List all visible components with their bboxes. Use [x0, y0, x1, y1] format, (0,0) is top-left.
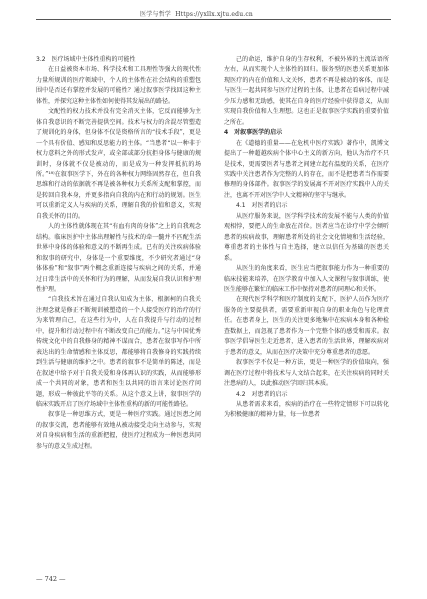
paragraph: 叙事医学不仅是一种方法，更是一种医学的价值取向，强调在医疗过程中将技术与人文结合起来，在关注疾病的同时关注患病的人，以此推动医学回归其本质。 — [224, 359, 389, 388]
header-rule — [36, 19, 391, 20]
journal-url: Https://yxllx.xjtu.edu.cn — [175, 11, 253, 18]
subsection-heading: 4.1 对医者的启示 — [236, 202, 288, 210]
running-header — [0, 7, 427, 21]
paragraph: 文配性的权力技术并没有完全消灭主体，它反而能够为主体自我意识的不断完善提供空间。技术与权力的含混尽管塑造了规训化的身体，但身体不仅是资格所言的“技术手段”，更是一个具有价值、感知和反思能力的主体。“当患者“以一种非于权力意料之外的形式发声，或全部或部分抗拒身体与健康的规训时，身体就不仅是被动的，而是成为一种发挥抵抗的场所。”¹⁸⁾在叙事医学下，外在的各种权力网络固然存在，但自我思维和行动的依据就不再是被各种权力关系所支配和掌控，而是转回自我本身，并更多指向自我的内在和行动的规划。医生可以重新定义人与疾病的关系，理解自我的价值和意义，实现自我关怀的目的。 — [36, 108, 201, 220]
paragraph: 在现代医学科学和医疗制度的支配下，医护人员作为医疗服务的主要提供者，需要重新审视自身的职业角色与伦理责任。在患者身上，医生的关注更多地集中在疾病本身和各种检查数据上，而忽视了患者作为一个完整个体的感受和需求。叙事医学倡导医生走近患者，进入患者的生活世界，理解疾病对于患者的意义，从而在医疗决策中充分尊重患者的意愿。 — [224, 296, 389, 356]
section-heading: 3.2 医疗场域中主体性重构的可能性 — [36, 56, 136, 63]
paragraph: “自我技术旨在通过自我认知成为主体，根据柯的自我关注理念就是修正不断规训被塑造的一个人接受医疗的治疗的行为来管理自己，在这些行为中，人在自我提升与行动的过程中，提升和行动过程中有不断改变自己的能力。”这与中国优秀传统文化中的自我修身的精神不谋而合，患者在叙事写作中所表达出的生命情感和主体反思，都能够将自我修身的实践持续到生活与健康的维护之中。患者的叙事不是简单的陈述，而是在叙述中给予对于自我关爱和身体再认识的实践，从而能够形成一个共同的对象，患者和医生以共同的语言来讨论医疗问题，形成一种彼此平等的关系。从这个意义上讲，叙事医学的临床实践开启了医疗场域中主体性重构的新的可能性路径。 — [36, 296, 201, 408]
paragraph: 从患者需求来看，疾病的治疗在一些特定情形下可以转化为积极健康的精神力量，每一位患者 — [224, 400, 389, 419]
journal-name: 医学与哲学 — [140, 11, 172, 18]
paragraph: 在日益被资本市场、科学技术和工具理性等强大的现代性力量所规训的医疗领域中，个人的主体性在社会结构的重塑包围中是否还有掌控并发展的可能性？通过叙事医学找回这种主体性，并探究这种主体性如何使得其发展出的路径。 — [36, 66, 201, 105]
left-column — [36, 55, 201, 452]
paragraph: 在《道德的重量——在危机中医疗实践》著作中，凯博文提出了一种超越疾病个体中心主义的新方向，他认为治疗不只是技术，更需要医者与患者之间建立起有温度的关系，在医疗实践中关注患者作为完整的人的存在，而不是把患者当作需要修理的身体部件。叙事医学的发展离不开对医疗实践中人的关注，也离不开对医学中人文精神的坚守与继承。 — [224, 139, 389, 199]
journal-header — [140, 9, 253, 18]
paragraph: 叙事是一种思维方式，更是一种医疗实践。通过医患之间的叙事交流，患者能够有效地从被动接受走向主动参与，实现对自身疾病和生活的重新把握，使医疗过程成为一种医患共同参与的意义生成过程。 — [36, 411, 201, 450]
page-number: — 742 — — [36, 575, 66, 583]
paragraph: 从医生的角度来看，医生应当把叙事能力作为一种重要的临床技能来培养，在医学教育中加入人文课程与叙事训练，使医生能够在繁忙的临床工作中保持对患者的同理心和关怀。 — [224, 265, 389, 293]
paragraph: 从医疗服务来说，医学科学技术的发展不能与人类的价值观相悖，要把人的生命放在首位。医者应当在诊疗中学会倾听患者的疾病故事，理解患者所处的社会文化情境和生活经验，尊重患者的主体性与自主选择，建立以信任为基础的医患关系。 — [224, 212, 389, 262]
paragraph: 人的主体性就体现在其“有血有肉的身体”之上的自我观念结构。临床医护中主体出理解性与技术的牵一髓并不匹配生活世界中身体的体验和意义的不断再生成。已有的关注疾病体验和叙事的研究中，身体是一个重要维度，不少研究者通过“身体体验”和“叙事”两个概念重新连接与疾病之间的关系，并通过日常生活中的关怀和行为的理解，从而发展自我认识和护理性护理。 — [36, 223, 201, 293]
right-column — [224, 55, 389, 421]
section-heading: 4 对叙事医学的启示 — [224, 129, 283, 137]
subsection-heading: 4.2 对患者的启示 — [236, 390, 288, 398]
paragraph: 己的命运，维护自身的生存权利，不被外界的主流话语所左右，从而实现个人主体性的回归。服务型的医患关系更加体现医疗的内在价值和人文关怀，患者不再是被动的客体，而是与医生一起共同参与医疗过程的主体，让患者在看病过程中减少压力感和无助感，使其在自身的医疗经验中获得意义，从而实现自我价值和人生理想。这也正是叙事医学实践的重要价值之所在。 — [224, 56, 389, 126]
